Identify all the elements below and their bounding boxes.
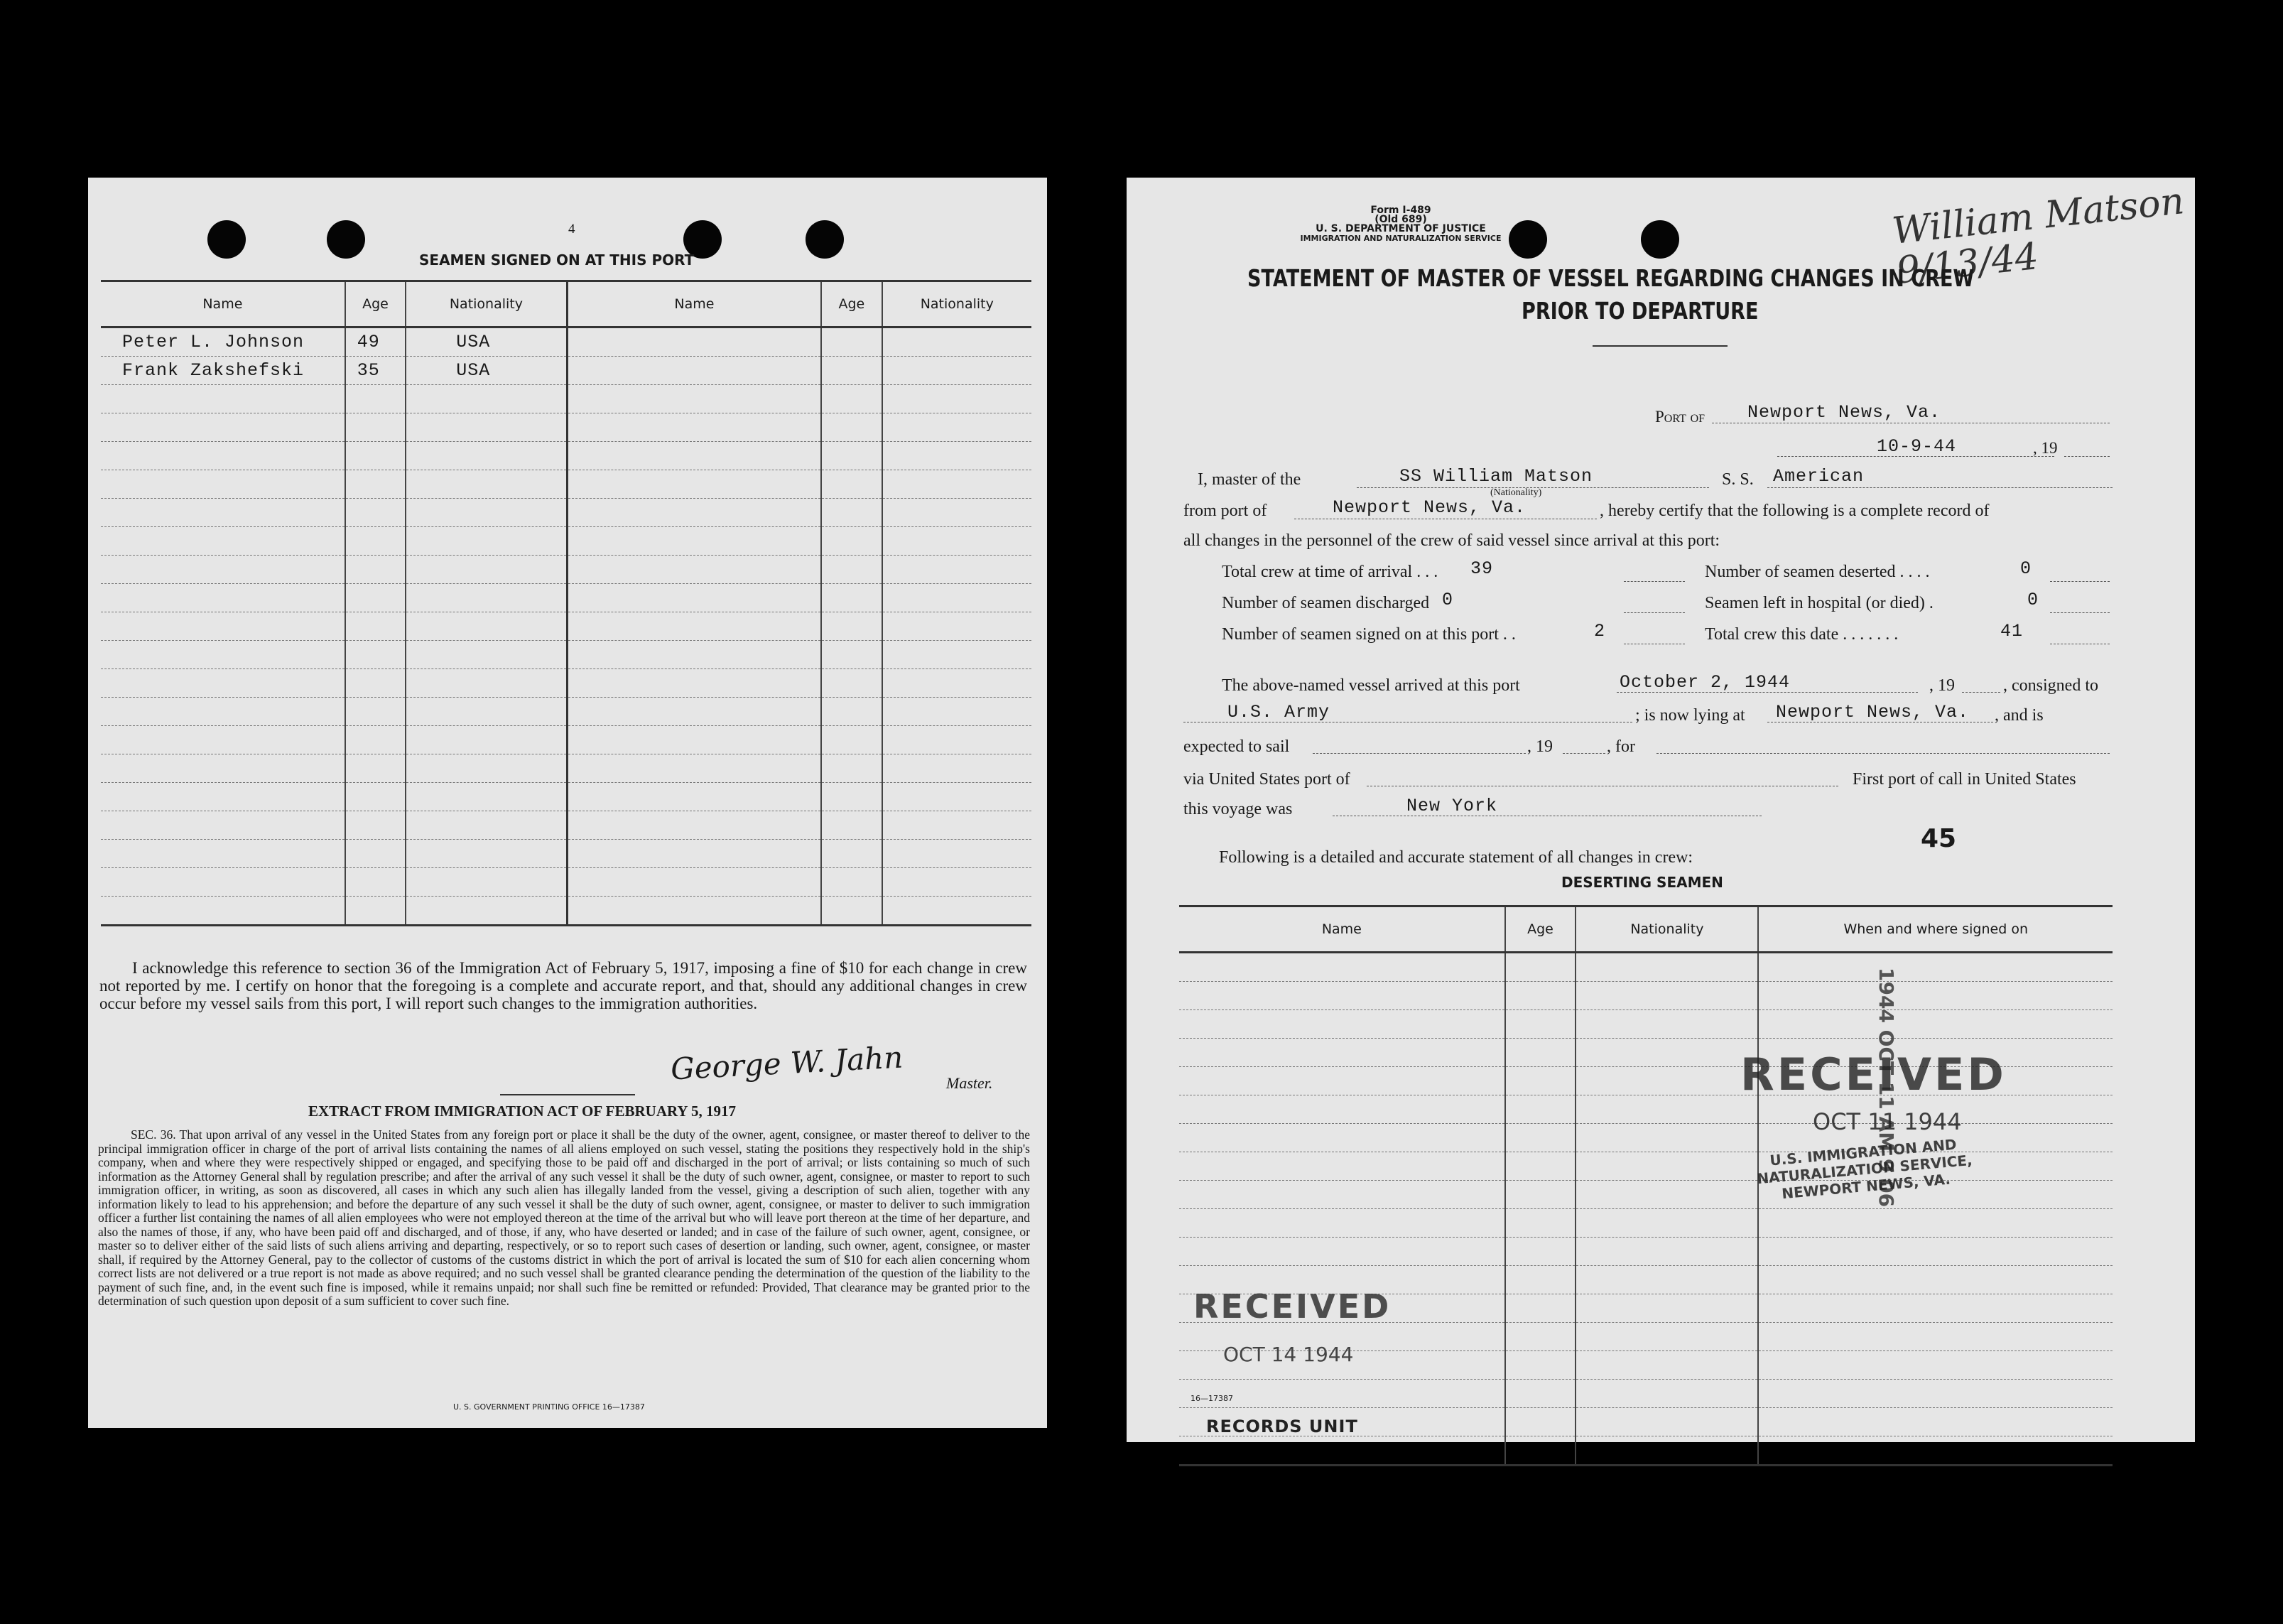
master-of-label: I, master of the — [1198, 470, 1301, 489]
discharged-label: Number of seamen discharged — [1222, 594, 1430, 612]
col-header: Name — [1179, 906, 1505, 953]
right-page — [1127, 178, 2195, 1442]
form-title-line2: PRIOR TO DEPARTURE — [1522, 297, 1759, 325]
col-header: Age — [821, 281, 882, 327]
signed-on-count: 2 — [1594, 621, 1606, 642]
col-header: Age — [345, 281, 406, 327]
arrived-year-prefix: , 19 — [1929, 676, 1955, 695]
left-page — [88, 178, 1047, 1428]
col-header: Nationality — [406, 281, 567, 327]
first-port-label: First port of call in United States — [1853, 770, 2076, 789]
signed-on-label: Number of seamen signed on at this port . . — [1222, 625, 1516, 644]
divider — [1593, 345, 1728, 347]
via-port-label: via United States port of — [1183, 770, 1350, 789]
divider — [500, 1094, 635, 1095]
received-stamp-2: RECEIVED — [1193, 1287, 1392, 1326]
seaman-nationality: USA — [406, 327, 567, 357]
punch-hole — [1641, 220, 1679, 259]
punch-hole — [207, 220, 246, 259]
discharged-count: 0 — [1442, 590, 1454, 610]
service-name: IMMIGRATION AND NATURALIZATION SERVICE — [1300, 234, 1502, 243]
voyage-value: New York — [1406, 796, 1498, 816]
and-is-label: , and is — [1995, 706, 2044, 725]
following-text: Following is a detailed and accurate statement of all changes in crew: — [1219, 848, 1693, 867]
received-stamp-date: OCT 11 1944 — [1813, 1108, 1962, 1135]
deserting-table — [1179, 905, 2113, 1466]
nationality-label: (Nationality) — [1490, 487, 1542, 498]
hospital-count: 0 — [2027, 590, 2039, 610]
certify-text: , hereby certify that the following is a complete record of — [1600, 502, 1990, 520]
consigned-label: , consigned to — [2003, 676, 2098, 695]
date-year-prefix: , 19 — [2033, 439, 2058, 457]
ss-label: S. S. — [1722, 470, 1754, 489]
deserting-title: DESERTING SEAMEN — [1561, 874, 1723, 891]
seaman-age: 49 — [345, 327, 406, 357]
certify-text-2: all changes in the personnel of the crew of said vessel since arrival at this port: — [1183, 531, 1720, 550]
from-port-label: from port of — [1183, 502, 1267, 520]
seaman-name: Frank Zakshefski — [101, 357, 345, 385]
voyage-label: this voyage was — [1183, 800, 1293, 818]
for-label: , for — [1607, 737, 1635, 756]
page-number: 4 — [568, 222, 575, 237]
extract-text: SEC. 36. That upon arrival of any vessel in the United States from any foreign port or place it shall be the duty of the owner, agent, consignee, or master thereof to deliver to the principal immigration officer in charge of the port of arrival lists containing the names of all aliens employed on such vessel, stating the positions they respectively hold in the ship's company, when and where they were respectively shipped or engaged, and specifying those to be paid off and discharged in the port of arrival; or lists containing so much of such information as the Attorney General shall by regulation prescribe; and after the arrival of any such vessel it shall be the duty of such owner, agent, consignee, or master to report to such immigration officer, in writing, as soon as discovered, all cases in which any such alien has illegally landed from the vessel, giving a description of such alien, together with any information likely to lead to his apprehension; and before the departure of any such vessel it shall be the duty of such owner, agent, consignee, or master to deliver to such immigration officer a further list containing the names of all alien employees who were not employed thereon at the time of the arrival but who will leave port thereon at the time of her departure, and also the names of those, if any, who have been paid off and discharged, and of those, if any, who have deserted or landed; and in case of the failure of such owner, agent, consignee, or master so to deliver either of the said lists of such aliens arriving and departing, respectively, or so to report such cases of desertion or landing, such owner, agent, consignee, or master shall, if required by the Attorney General, pay to the collector of customs of the customs district in which the port of arrival is located the sum of $10 for each alien concerning whom correct lists are not delivered or a true report is not made as above required; and no such vessel shall be granted clearance pending the determination of the question of the liability to the payment of such fine, and, in the event such fine is imposed, while it remains unpaid; nor shall such fine be remitted or refunded: Provided, That clearance may be granted prior to the determination of such question upon deposit of a sum sufficient to cover such fine. — [98, 1127, 1030, 1308]
lying-label: ; is now lying at — [1635, 706, 1745, 725]
date-value: 10-9-44 — [1877, 436, 1957, 457]
signed-on-table — [101, 280, 1031, 926]
stamp-number: 45 — [1921, 824, 1957, 853]
total-crew-arrival: 39 — [1470, 558, 1494, 579]
col-header: When and where signed on — [1758, 906, 2113, 953]
master-label: Master. — [946, 1074, 993, 1092]
punch-hole — [327, 220, 365, 259]
arrived-date: October 2, 1944 — [1620, 672, 1791, 693]
seaman-nationality: USA — [406, 357, 567, 385]
seaman-age: 35 — [345, 357, 406, 385]
consignee: U.S. Army — [1227, 702, 1330, 722]
total-today-count: 41 — [2000, 621, 2024, 642]
old-form-number: (Old 689) — [1374, 214, 1427, 225]
lying-at: Newport News, Va. — [1776, 702, 1970, 722]
form-number: Form I-489 — [1370, 205, 1431, 216]
deserted-count: 0 — [2020, 558, 2032, 579]
master-signature: George W. Jahn — [669, 1039, 904, 1087]
extract-title: EXTRACT FROM IMMIGRATION ACT OF FEBRUARY 5, 1917 — [308, 1103, 737, 1120]
from-port-value: Newport News, Va. — [1333, 497, 1526, 518]
hospital-label: Seamen left in hospital (or died) . — [1705, 594, 1934, 612]
col-header: Name — [101, 281, 345, 327]
expected-label: expected to sail — [1183, 737, 1290, 756]
total-crew-arrival-label: Total crew at time of arrival . . . — [1222, 563, 1438, 581]
deserted-label: Number of seamen deserted . . . . — [1705, 563, 1930, 581]
arrived-label: The above-named vessel arrived at this port — [1222, 676, 1520, 695]
port-label: Port of — [1655, 408, 1706, 426]
table-row — [101, 327, 1031, 357]
col-header: Age — [1505, 906, 1576, 953]
acknowledgement-text: I acknowledge this reference to section 36 of the Immigration Act of February 5, 1917, imposing a fine of $10 for each change in crew not reported by me. I certify on honor that the foregoing is a complete and accurate report, and that, should any additional changes in crew occur before my vessel sails from this port, I will report such changes to the immigration authorities. — [99, 959, 1027, 1012]
ss-value: American — [1773, 466, 1865, 487]
vessel-name: SS William Matson — [1399, 466, 1593, 487]
total-today-label: Total crew this date . . . . . . . — [1705, 625, 1899, 644]
table-row — [101, 357, 1031, 385]
col-header: Nationality — [882, 281, 1031, 327]
print-code: 16—17387 — [1191, 1394, 1233, 1403]
department: U. S. DEPARTMENT OF JUSTICE — [1316, 223, 1486, 234]
col-header: Nationality — [1576, 906, 1758, 953]
expected-year-prefix: , 19 — [1527, 737, 1553, 756]
punch-hole — [806, 220, 844, 259]
vertical-time-stamp: 1944 OCT 11 AM 9 06 — [1875, 968, 1898, 1208]
form-title-line1: STATEMENT OF MASTER OF VESSEL REGARDING CHANGES IN CREW — [1247, 264, 1975, 292]
port-value: Newport News, Va. — [1747, 402, 1941, 423]
records-unit-stamp: RECORDS UNIT — [1206, 1417, 1358, 1436]
received-stamp-2-date: OCT 14 1944 — [1223, 1343, 1354, 1366]
handwritten-note: William Matson 9/13/44 — [1890, 180, 2186, 293]
section-title: SEAMEN SIGNED ON AT THIS PORT — [419, 251, 695, 269]
seaman-name: Peter L. Johnson — [101, 327, 345, 357]
received-stamp-agency: U.S. IMMIGRATION AND NATURALIZATION SERVICE, NEWPORT NEWS, VA. — [1756, 1135, 1973, 1203]
printing-office: U. S. GOVERNMENT PRINTING OFFICE 16—17387 — [453, 1402, 645, 1412]
form-header — [1273, 206, 1529, 243]
col-header: Name — [567, 281, 821, 327]
received-stamp: RECEIVED — [1740, 1049, 2007, 1100]
